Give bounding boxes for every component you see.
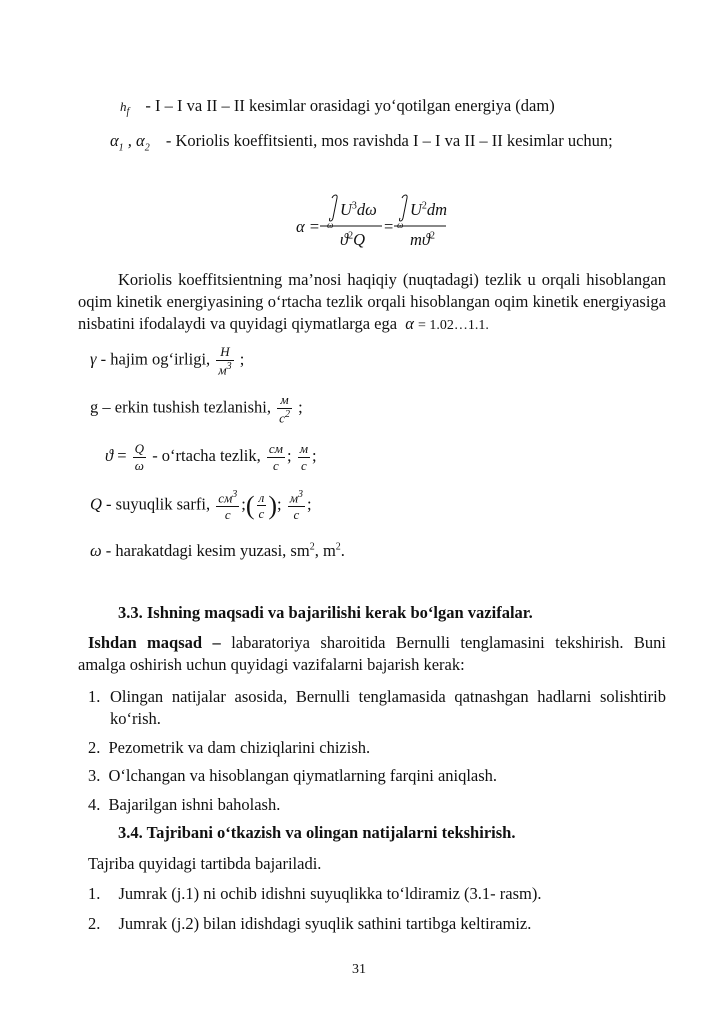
velocity-text: - o‘rtacha tezlik, xyxy=(152,445,261,465)
task-4: 4. Bajarilgan ishni baholash. xyxy=(88,795,281,814)
alpha-symbols: $\alpha_1$ , $\alpha_2$ xyxy=(110,131,150,154)
alpha-formula: α = $U^3d\omega$ ω $ϑ^2Q$ = $U^2dm$ ω $mϑ^2$ xyxy=(296,190,456,260)
step-2: 2. Jumrak (j.2) bilan idishdagi syuqlik sathini tartibga keltiramiz. xyxy=(88,914,532,933)
def-hf-text: - I – I va II – II kesimlar orasidagi yo‘qotilgan energiya (dam) xyxy=(145,96,555,115)
step-1: 1. Jumrak (j.1) ni ochib idishni suyuqlikka to‘ldiramiz (3.1- rasm). xyxy=(88,884,542,903)
step-2-text: Jumrak (j.2) bilan idishdagi syuqlik sathini tartibga keltiramiz. xyxy=(118,914,532,933)
unit-area: ω - harakatdagi kesim yuzasi, $sm^2$, $m^2$. xyxy=(90,541,345,560)
def-alpha-text: - Koriolis koeffitsienti, mos ravishda I – I va II – II kesimlar uchun; xyxy=(165,131,613,150)
unit-velocity: ϑ = $\frac{Q}{\omega}$ - o‘rtacha tezlik, $\frac{см}{c}$ ; $\frac{м}{c}$ ; xyxy=(105,441,317,473)
hf-symbol: $h_f$ xyxy=(120,99,130,118)
task-1-text: Olingan natijalar asosida, Bernulli tenglamasida qatnashgan hadlarni solishtirib ko‘rish. xyxy=(110,687,666,728)
gamma-text: - hajim og‘irligi, xyxy=(100,349,211,369)
area-tail: , m xyxy=(314,541,336,560)
alpha-symbol: α xyxy=(405,314,414,333)
koriolis-paragraph xyxy=(78,269,666,337)
velocity-formula-fraction: $\frac{Q}{\omega}$ xyxy=(134,441,145,473)
page-number: 31 xyxy=(352,962,366,977)
task-2: 2. Pezometrik va dam chiziqlarini chizish. xyxy=(88,738,371,757)
task-4-text: Bajarilgan ishni baholash. xyxy=(108,795,281,814)
step-1-text: Jumrak (j.1) ni ochib idishni suyuqlikka to‘ldiramiz (3.1- rasm). xyxy=(118,884,542,903)
g-unit-fraction: $\frac{м}{c^2}$ xyxy=(279,392,290,425)
section-34-heading: 3.4. Tajribani o‘tkazish va olingan natijalarni tekshirish. xyxy=(118,823,516,842)
goal-text: labaratoriya sharoitida Bernulli tenglamasini tekshirish. Buni amalga oshirish uchun quyidagi vazifalarni bajarish kerak: xyxy=(78,633,666,674)
section-34-intro: Tajriba quyidagi tartibda bajariladi. xyxy=(88,854,322,873)
task-3-text: O‘lchangan va hisoblangan qiymatlarning farqini aniqlash. xyxy=(108,766,498,785)
g-text: g – erkin tushish tezlanishi, xyxy=(90,397,272,417)
task-1: 1. Olingan natijalar asosida, Bernulli tenglamasida qatnashgan hadlarni solishtirib ko‘rish. xyxy=(88,687,666,728)
unit-discharge: Q - suyuqlik sarfi, $\frac{см^3}{c}$ ;( $\frac{л}{c}$ ); $\frac{м^3}{c}$ ; xyxy=(90,489,312,522)
gamma-unit-fraction: $\frac{H}{м^3}$ xyxy=(218,344,232,377)
def-hf xyxy=(120,96,555,118)
koriolis-text: Koriolis koeffitsientning ma’nosi haqiqiy (nuqtadagi) tezlik u orqali hisoblangan oqim kinetik energiyasining o‘rtacha tezlik orqali hisoblangan oqim kinetik energiyasiga nisbatini ifodalaydi va quyidagi qiymatlarga ega xyxy=(78,270,666,333)
alpha-range: = 1.02…1.1. xyxy=(418,318,489,333)
task-2-text: Pezometrik va dam chiziqlarini chizish. xyxy=(108,738,371,757)
section-33-heading: 3.3. Ishning maqsadi va bajarilishi kerak bo‘lgan vazifalar. xyxy=(118,603,533,622)
unit-g: g – erkin tushish tezlanishi, $\frac{м}{c^2}$ ; xyxy=(90,392,303,425)
goal-label: Ishdan maqsad – xyxy=(88,633,221,652)
def-alpha xyxy=(110,131,613,153)
task-3: 3. O‘lchangan va hisoblangan qiymatlarning farqini aniqlash. xyxy=(88,766,498,785)
area-text: - harakatdagi kesim yuzasi, sm xyxy=(105,541,310,560)
discharge-text: - suyuqlik sarfi, xyxy=(106,494,211,514)
unit-gamma: γ - hajim og‘irligi, $\frac{H}{м^3}$ ; xyxy=(90,344,245,377)
goal-paragraph xyxy=(78,632,666,676)
